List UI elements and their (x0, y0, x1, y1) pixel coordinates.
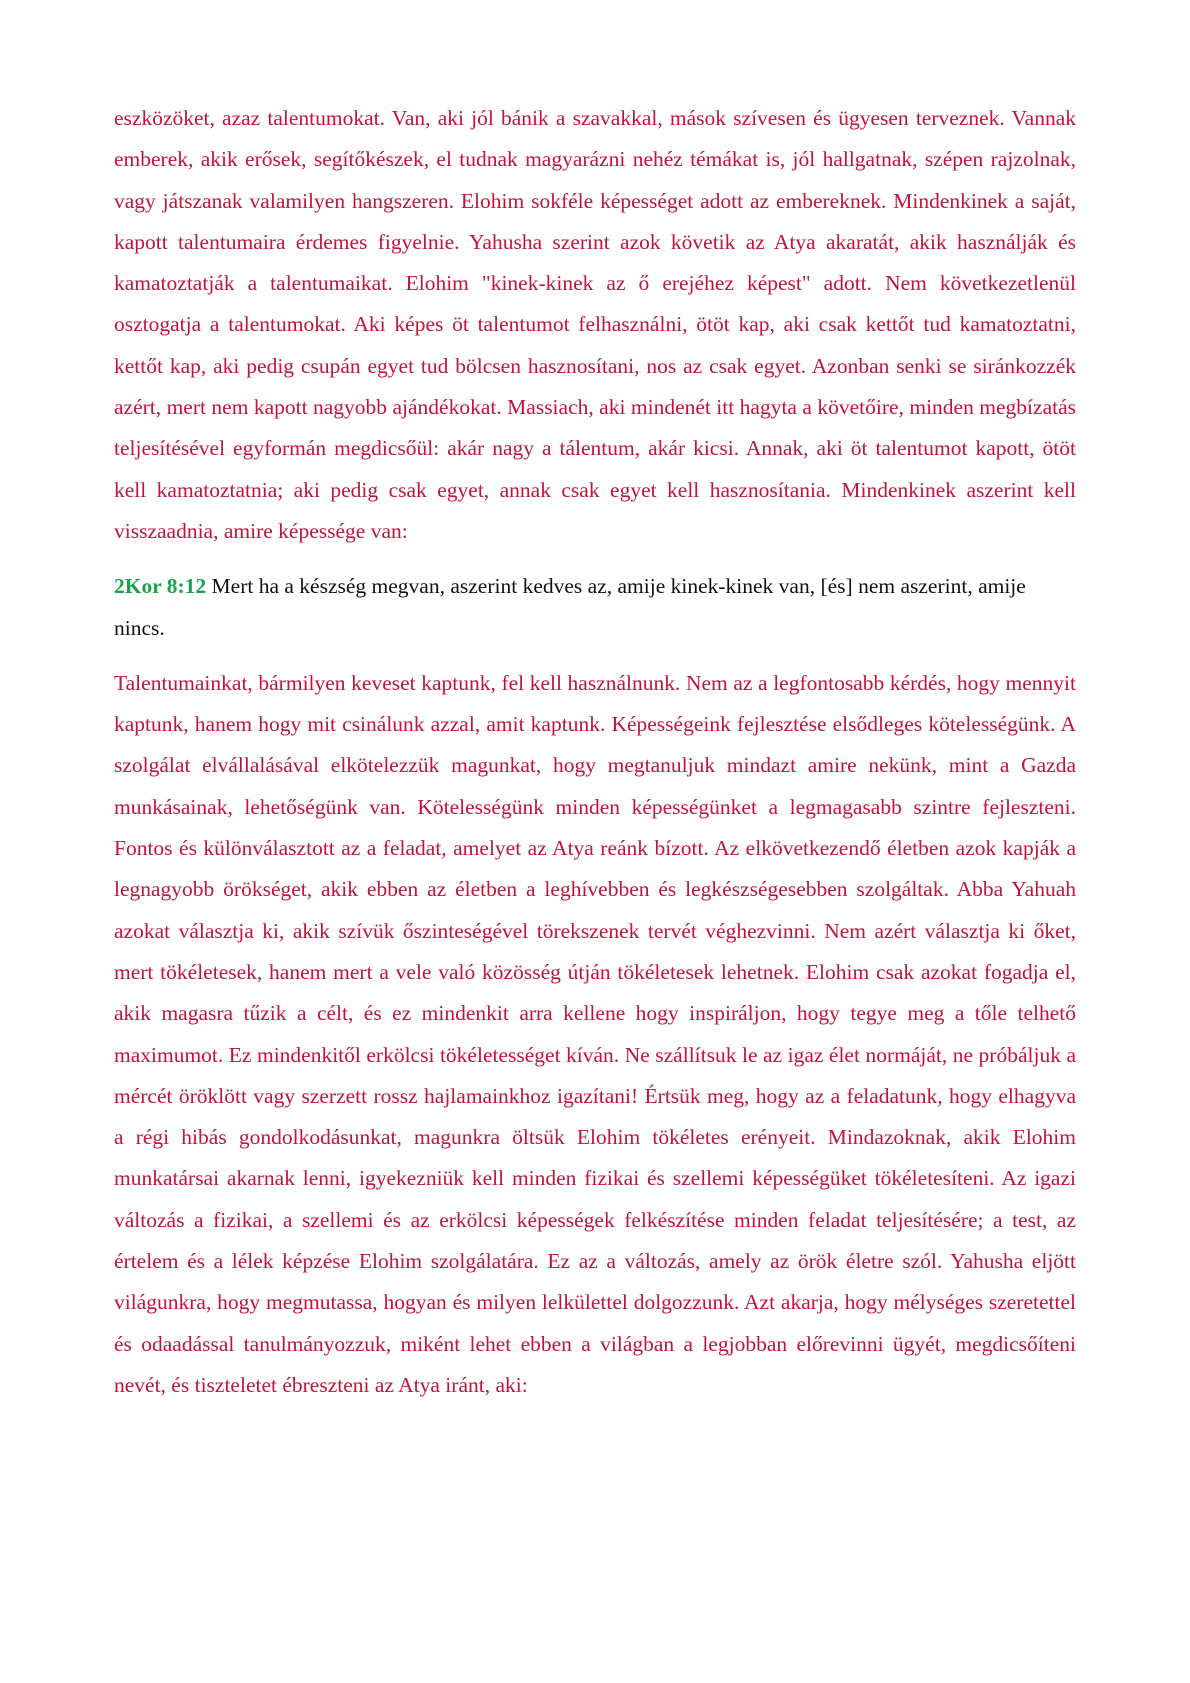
verse-reference: 2Kor 8:12 (114, 574, 207, 599)
verse-text: Mert ha a készség megvan, aszerint kedves az, amije kinek-kinek van, [és] nem aszerint, amije nincs. (114, 574, 1026, 640)
paragraph-duty: Talentumainkat, bármilyen keveset kaptunk, fel kell használnunk. Nem az a legfontosabb kérdés, hogy mennyit kaptunk, hanem hogy mit csinálunk azzal, amit kaptunk. Képességeink fejlesztése elsődleges kötelességünk. A szolgálat elvállalásával elkötelezzük magunkat, hogy megtanuljuk mindazt amire nekünk, mint a Gazda munkásainak, lehetőségünk van. Kötelességünk minden képességünket a legmagasabb szintre fejleszteni. Fontos és különválasztott az a feladat, amelyet az Atya reánk bízott. Az elkövetkezendő életben azok kapják a legnagyobb örökséget, akik ebben az életben a leghívebben és legkészségesebben szolgáltak. Abba Yahuah azokat választja ki, akik szívük őszinteségével törekszenek tervét véghezvinni. Nem azért választja ki őket, mert tökéletesek, hanem mert a vele való közösség útján tökéletesek lehetnek. Elohim csak azokat fogadja el, akik magasra tűzik a célt, és ez mindenkit arra kellene hogy inspiráljon, hogy tegye meg a tőle telhető maximumot. Ez mindenkitől erkölcsi tökéletességet kíván. Ne szállítsuk le az igaz élet normáját, ne próbáljuk a mércét öröklött vagy szerzett rossz hajlamainkhoz igazítani! Értsük meg, hogy az a feladatunk, hogy elhagyva a régi hibás gondolkodásunkat, magunkra öltsük Elohim tökéletes erényeit. Mindazoknak, akik Elohim munkatársai akarnak lenni, igyekezniük kell minden fizikai és szellemi képességüket tökéletesíteni. Az igazi változás a fizikai, a szellemi és az erkölcsi képességek felkészítése minden feladat teljesítésére; a test, az értelem és a lélek képzése Elohim szolgálatára. Ez az a változás, amely az örök életre szól. Yahusha eljött világunkra, hogy megmutassa, hogyan és milyen lelkülettel dolgozzunk. Azt akarja, hogy mélységes szeretettel és odaadással tanulmányozzuk, miként lehet ebben a világban a legjobban előrevinni ügyét, megdicsőíteni nevét, és tiszteletet ébreszteni az Atya iránt, aki: (114, 670, 1076, 1397)
document-page (114, 98, 1076, 1406)
paragraph-talents: eszközöket, azaz talentumokat. Van, aki jól bánik a szavakkal, mások szívesen és ügyesen terveznek. Vannak emberek, akik erősek, segítőkészek, el tudnak magyarázni nehéz témákat is, jól hallgatnak, szépen rajzolnak, vagy játszanak valamilyen hangszeren. Elohim sokféle képességet adott az embereknek. Mindenkinek a saját, kapott talentumaira érdemes figyelnie. Yahusha szerint azok követik az Atya akaratát, akik használják és kamatoztatják a talentumaikat. Elohim "kinek-kinek az ő erejéhez képest" adott. Nem következetlenül osztogatja a talentumokat. Aki képes öt talentumot felhasználni, ötöt kap, aki csak kettőt tud kamatoztatni, kettőt kap, aki pedig csupán egyet tud bölcsen hasznosítani, nos az csak egyet. Azonban senki se siránkozzék azért, mert nem kapott nagyobb ajándékokat. Massiach, aki mindenét itt hagyta a követőire, minden megbízatás teljesítésével egyformán megdicsőül: akár nagy a tálentum, akár kicsi. Annak, aki öt talentumot kapott, ötöt kell kamatoztatnia; aki pedig csak egyet, annak csak egyet kell hasznosítania. Mindenkinek aszerint kell visszaadnia, amire képessége van: (114, 106, 1076, 543)
bible-verse (114, 566, 1076, 649)
